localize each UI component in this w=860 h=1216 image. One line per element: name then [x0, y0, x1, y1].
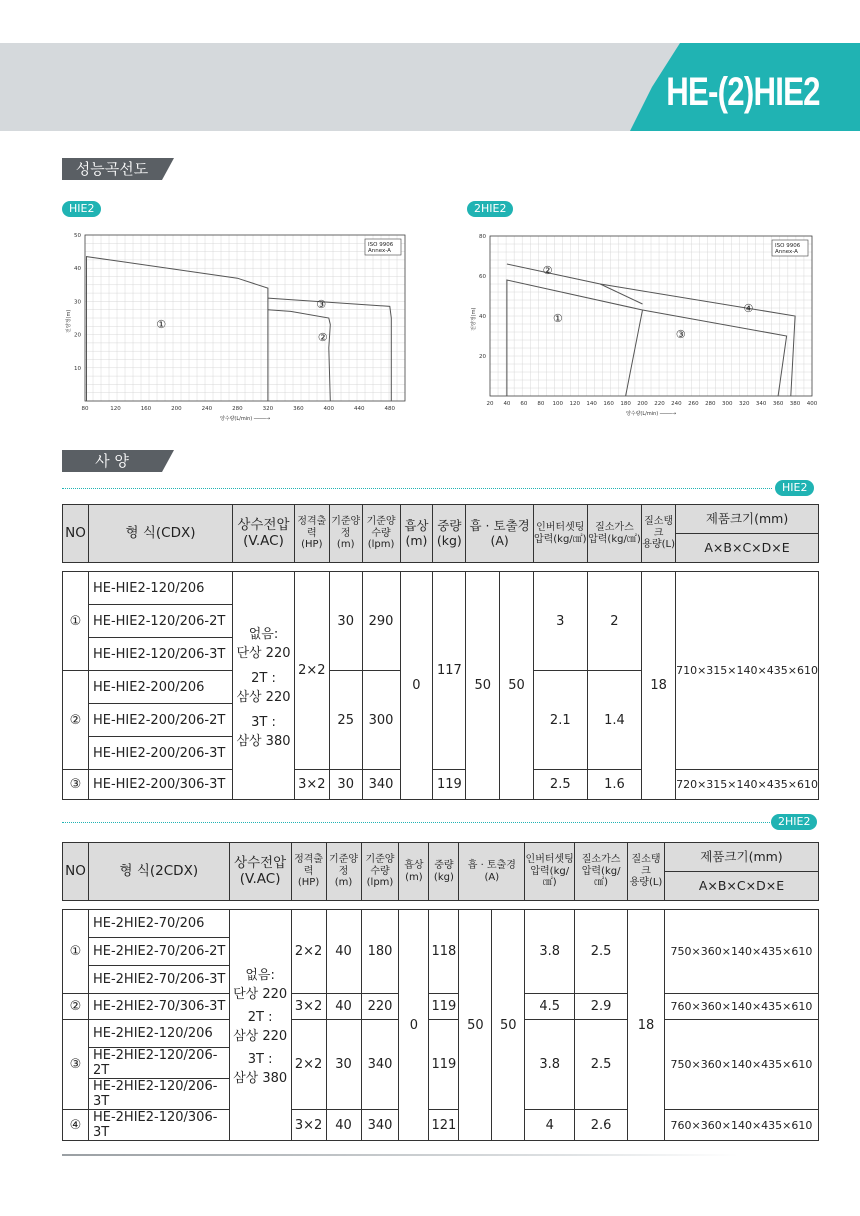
- x-tick-label: 320: [262, 406, 274, 412]
- x-tick-label: 80: [537, 401, 545, 407]
- table-row: HE-2HIE2-120/206-2T: [63, 1048, 819, 1079]
- curve-label-2: ②: [317, 331, 328, 345]
- curve-label-1: ①: [552, 312, 563, 325]
- x-tick-label: 300: [722, 401, 733, 407]
- table-row: ② HE-HIE2-200/206 25 300 2.1 1.4: [63, 671, 819, 704]
- x-tick-label: 180: [620, 401, 631, 407]
- table-row: HE-HIE2-120/206-3T: [63, 638, 819, 671]
- th-head: 기준양정 (m): [329, 505, 362, 563]
- x-axis-label: 양수량(L/min) ────→: [625, 411, 677, 417]
- th-inverter: 인버터셋팅 압력(kg/㎠): [525, 843, 575, 901]
- x-tick-label: 40: [503, 401, 511, 407]
- th-output: 정격출력 (HP): [291, 843, 326, 901]
- x-tick-label: 160: [140, 406, 152, 412]
- th-size: 제품크기(mm): [676, 505, 819, 534]
- y-tick-label: 20: [74, 332, 81, 339]
- x-tick-label: 280: [705, 401, 716, 407]
- table-row: HE-2HIE2-70/206-2T: [63, 938, 819, 966]
- table-row: ② HE-2HIE2-70/306-3T 3×2 40 220 119 4.5 2.9 760×360×140×435×610: [63, 994, 819, 1020]
- y-tick-label: 20: [479, 354, 486, 360]
- th-port: 흡 · 토출경 (A): [459, 843, 525, 901]
- model-title: HE-(2)HIE2: [666, 70, 820, 114]
- th-tank: 질소탱크 용량(L): [628, 843, 665, 901]
- table-row: HE-2HIE2-70/206-3T: [63, 966, 819, 994]
- x-tick-label: 360: [293, 406, 304, 412]
- th-no: NO: [63, 505, 89, 563]
- divider-hie2: [62, 488, 772, 489]
- th-weight: 중량 (kg): [433, 505, 466, 563]
- 2hie2-performance-chart: [460, 228, 830, 423]
- x-tick-label: 240: [671, 401, 682, 407]
- th-flow: 기준양수량 (lpm): [361, 843, 399, 901]
- spec-table-hie2: [62, 504, 819, 800]
- th-voltage: 상수전압 (V.AC): [229, 843, 291, 901]
- x-tick-label: 340: [755, 401, 767, 407]
- th-size: 제품크기(mm): [664, 843, 818, 872]
- iso-annotation-text: Annex-A: [368, 248, 391, 254]
- x-tick-label: 100: [552, 401, 564, 407]
- x-tick-label: 220: [654, 401, 665, 407]
- x-tick-label: 480: [384, 406, 396, 412]
- th-suction: 흡상 (m): [399, 843, 429, 901]
- x-tick-label: 120: [110, 406, 121, 412]
- table-row: HE-2HIE2-120/206-3T: [63, 1079, 819, 1110]
- table-row: HE-HIE2-120/206-2T: [63, 605, 819, 638]
- curve-2: [268, 310, 330, 401]
- th-tank: 질소탱크 용량(L): [642, 505, 676, 563]
- table-row: HE-HIE2-200/206-2T: [63, 704, 819, 737]
- iso-annotation-text: Annex-A: [775, 249, 798, 255]
- th-model: 형 식(CDX): [88, 505, 232, 563]
- table-tag-hie2: HIE2: [775, 480, 814, 496]
- x-tick-label: 440: [354, 406, 365, 412]
- chart-tag-2hie2: 2HIE2: [467, 201, 513, 217]
- curve-section-label: 성능곡선도: [62, 158, 162, 180]
- th-output: 정격출력 (HP): [294, 505, 329, 563]
- th-model: 형 식(2CDX): [88, 843, 229, 901]
- x-tick-label: 160: [603, 401, 614, 407]
- table-tag-2hie2: 2HIE2: [771, 814, 817, 830]
- chart-tag-hie2: HIE2: [62, 201, 101, 217]
- x-tick-label: 320: [738, 401, 750, 407]
- spec-table-2hie2: [62, 842, 819, 1141]
- th-voltage: 상수전압 (V.AC): [233, 505, 295, 563]
- voltage-cell: 없음: 단상 220 2T : 삼상 220 3T : 삼상 380: [229, 910, 291, 1141]
- x-axis-label: 양수량(L/min) ────→: [219, 416, 271, 422]
- th-nitrogen: 질소가스 압력(kg/㎠): [587, 505, 642, 563]
- x-tick-label: 20: [486, 401, 494, 407]
- th-port: 흡 · 토출경 (A): [466, 505, 534, 563]
- curve-3: [643, 310, 787, 396]
- y-tick-label: 10: [74, 365, 81, 372]
- voltage-cell: 없음: 단상 220 2T : 삼상 220 3T : 삼상 380: [233, 572, 295, 800]
- curve-label-3: ③: [675, 328, 686, 341]
- y-tick-label: 40: [74, 266, 81, 273]
- x-tick-label: 120: [569, 401, 580, 407]
- x-tick-label: 280: [232, 406, 243, 412]
- curve-1: [507, 280, 643, 396]
- table-row: ③ HE-HIE2-200/306-3T 3×2 30 340 119 2.5 1.6 720×315×140×435×610: [63, 770, 819, 800]
- x-tick-label: 80: [81, 406, 89, 412]
- x-tick-label: 360: [772, 401, 784, 407]
- th-nitrogen: 질소가스 압력(kg/㎠): [575, 843, 628, 901]
- x-tick-label: 140: [586, 401, 597, 407]
- iso-annotation-text: ISO 9906: [775, 243, 801, 249]
- curve-section-title: [62, 158, 174, 180]
- th-flow: 기준양수량 (lpm): [362, 505, 400, 563]
- y-tick-label: 40: [479, 314, 486, 320]
- table-row: HE-HIE2-200/206-3T: [63, 737, 819, 770]
- y-tick-label: 30: [74, 299, 81, 306]
- th-inverter: 인버터셋팅 압력(kg/㎠): [533, 505, 587, 563]
- y-axis-label: 전양정(m): [471, 307, 477, 331]
- y-axis-label: 전양정(m): [66, 309, 72, 333]
- curve-label-1: ①: [156, 317, 167, 331]
- spec-section-title: [62, 450, 174, 472]
- x-tick-label: 400: [323, 406, 335, 412]
- table-row: ④ HE-2HIE2-120/306-3T 3×2 40 340 121 4 2.6 760×360×140×435×610: [63, 1110, 819, 1141]
- th-weight: 중량 (kg): [429, 843, 459, 901]
- curve-label-3: ③: [316, 298, 327, 312]
- x-tick-label: 260: [688, 401, 699, 407]
- iso-annotation-text: ISO 9906: [368, 242, 394, 248]
- x-tick-label: 240: [201, 406, 213, 412]
- th-no: NO: [63, 843, 89, 901]
- table-row: ① HE-HIE2-120/206 없음: 단상 220 2T : 삼상 220 3T : 삼상 380 2×2 30 290 0 117 50 50 3 2 18 710×315×140×435×610: [63, 572, 819, 605]
- x-tick-label: 400: [806, 401, 818, 407]
- curve-1: [87, 257, 268, 401]
- spec-section-label: 사 양: [62, 450, 162, 472]
- th-suction: 흡상 (m): [400, 505, 433, 563]
- th-size-dims: A×B×C×D×E: [676, 534, 819, 563]
- table-row: ① HE-2HIE2-70/206 없음: 단상 220 2T : 삼상 220 3T : 삼상 380 2×2 40 180 0 118 50 50 3.8 2.5 18 750×360×140×435×610: [63, 910, 819, 938]
- x-tick-label: 380: [789, 401, 801, 407]
- y-tick-label: 50: [74, 233, 81, 239]
- table-row: ③ HE-2HIE2-120/206 2×2 30 340 119 3.8 2.5 750×360×140×435×610: [63, 1020, 819, 1048]
- x-tick-label: 60: [520, 401, 528, 407]
- y-tick-label: 80: [479, 234, 486, 240]
- y-tick-label: 60: [479, 274, 486, 280]
- curve-label-2: ②: [542, 264, 553, 277]
- x-tick-label: 200: [637, 401, 648, 407]
- curve-label-4: ④: [743, 302, 754, 315]
- th-head: 기준양정 (m): [326, 843, 361, 901]
- divider-2hie2: [62, 822, 772, 823]
- x-tick-label: 200: [171, 406, 182, 412]
- footer-rule: [62, 1154, 738, 1156]
- th-size-dims: A×B×C×D×E: [664, 872, 818, 901]
- hie2-performance-chart: [50, 225, 420, 430]
